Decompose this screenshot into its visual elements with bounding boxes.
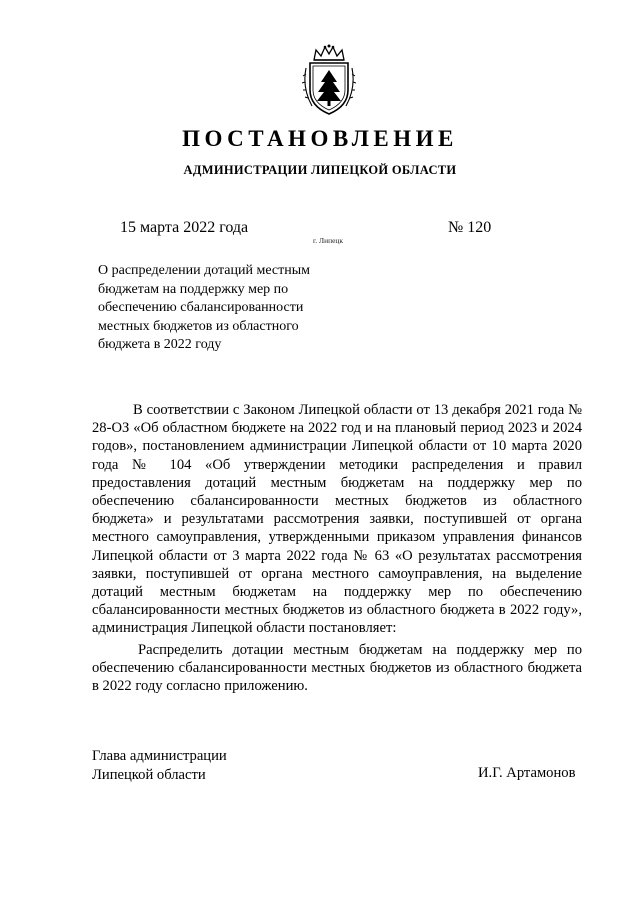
document-city: г. Липецк — [313, 236, 344, 245]
coat-of-arms-icon — [302, 44, 356, 116]
signature-position-line: Липецкой области — [92, 766, 206, 783]
subject-line: обеспечению сбалансированности — [98, 300, 304, 315]
document-title: ПОСТАНОВЛЕНИЕ — [182, 126, 458, 151]
body-paragraph-1-text: В соответствии с Законом Липецкой области от 13 декабря 2021 года № 28-ОЗ «Об областном бюджете на 2022 год и на плановый период 2023 и 2024 годов», постановлением администрации Липецкой области от 10 марта 2020 года № 104 «Об утверждении методики распределения и правил предоставления дотаций местным бюджетам на поддержку мер по обеспечению сбалансированности местных бюджетов из областного бюджета» и результатами рассмотрения заявки, поступившей от органа местного самоуправления, утвержденными приказом управления финансов Липецкой области от 3 марта 2022 года № 63 «О результатах рассмотрения заявки, поступившей от органа местного самоуправления, на выделение дотаций местным бюджетам на поддержку мер по обеспечению сбалансированности местных бюджетов из областного бюджета в 2022 году», администрация Липецкой области постановляет: — [92, 402, 582, 637]
document-subject — [98, 262, 348, 355]
subject-line: бюджета в 2022 году — [98, 337, 222, 352]
signature-position-line: Глава администрации — [92, 748, 227, 764]
subject-line: местных бюджетов из областного — [98, 318, 299, 334]
body-paragraph-1 — [92, 401, 582, 638]
body-paragraph-2-text: Распределить дотации местным бюджетам на поддержку мер по обеспечению сбалансированности местных бюджетов из областного бюджета в 2022 году согласно приложению. — [92, 642, 582, 695]
signature-name: И.Г. Артамонов — [478, 765, 576, 781]
signature-position — [92, 747, 227, 784]
document-date: 15 марта 2022 года — [120, 219, 249, 236]
document-subtitle: АДМИНИСТРАЦИИ ЛИПЕЦКОЙ ОБЛАСТИ — [183, 163, 457, 177]
body-paragraph-2 — [92, 641, 582, 696]
subject-line: О распределении дотаций местным — [98, 263, 311, 278]
document-number: № 120 — [448, 219, 492, 236]
subject-line: бюджетам на поддержку мер по — [98, 281, 289, 297]
